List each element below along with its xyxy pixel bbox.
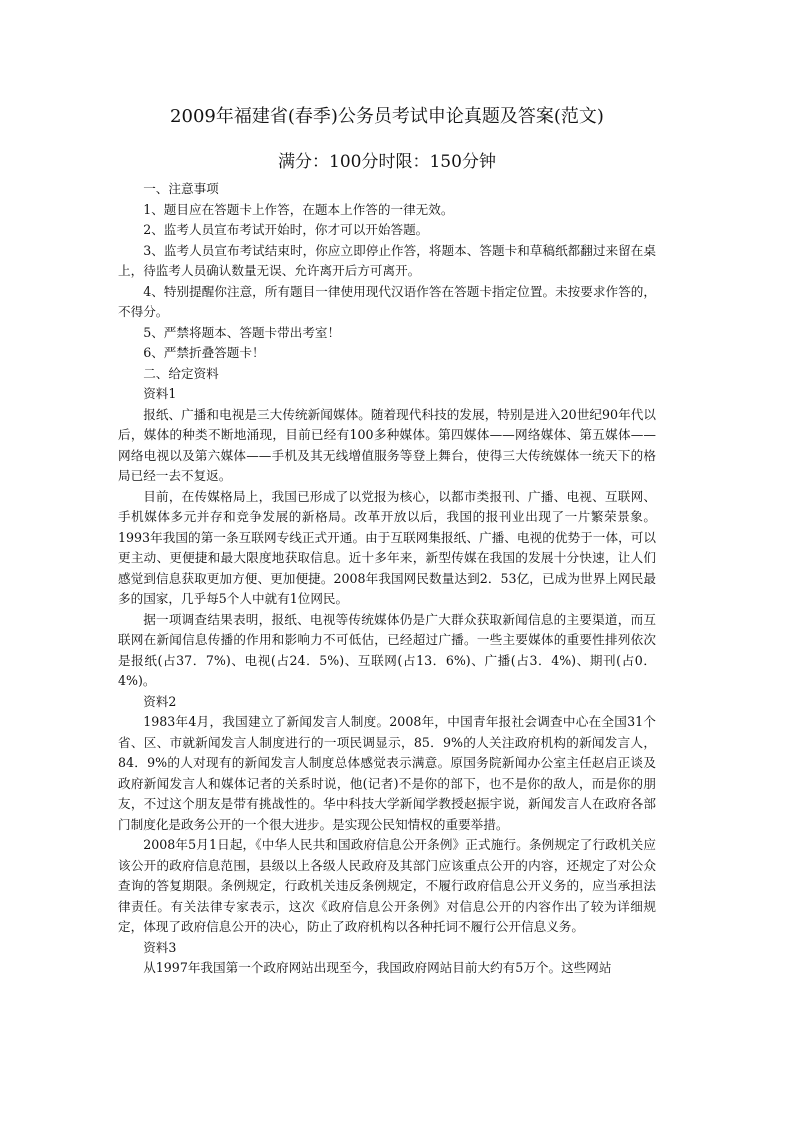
material-2-paragraph-1: 1983年4月，我国建立了新闻发言人制度。2008年，中国青年报社会调查中心在全国31个省、区、市就新闻发言人制度进行的一项民调显示，85．9%的人关注政府机构的新闻发言人，84．9%的人对现有的新闻发言人制度总体感觉表示满意。原国务院新闻办公室主任赵启正谈及政府新闻发言人和媒体记者的关系时说，他(记者)不是你的部下，也不是你的敌人，而是你的朋友，不过这个朋友是带有挑战性的。华中科技大学新闻学教授赵振宇说，新闻发言人在政府各部门制度化是政务公开的一个很大进步。是实现公民知情权的重要举措。 (118, 714, 656, 832)
note-item-3: 3、监考人员宣布考试结束时，你应立即停止作答，将题本、答题卡和草稿纸都翻过来留在桌上，待监考人员确认数量无误、允许离开后方可离开。 (118, 242, 656, 278)
document-subtitle: 满分：100分时限：150分钟 (278, 152, 496, 172)
note-item-2: 2、监考人员宣布考试开始时，你才可以开始答题。 (143, 222, 429, 237)
document-content (118, 104, 656, 979)
note-item-6: 6、严禁折叠答题卡！ (143, 345, 265, 360)
section-heading-materials: 二、给定资料 (143, 365, 219, 381)
material-1-paragraph-1: 报纸、广播和电视是三大传统新闻媒体。随着现代科技的发展，特别是进入20世纪90年代以后，媒体的种类不断地涌现，目前已经有100多种媒体。第四媒体——网络媒体、第五媒体——网络电视以及第六媒体——手机及其无线增值服务等登上舞台，使得三大传统媒体一统天下的格局已经一去不复返。 (118, 406, 656, 483)
note-item-5: 5、严禁将题本、答题卡带出考室！ (143, 324, 341, 340)
note-item-1: 1、题目应在答题卡上作答，在题本上作答的一律无效。 (143, 201, 454, 217)
material-3-paragraph-1: 从1997年我国第一个政府网站出现至今，我国政府网站目前大约有5万个。这些网站 (143, 960, 612, 975)
material-2-paragraph-2: 2008年5月1日起，《中华人民共和国政府信息公开条例》正式施行。条例规定了行政机关应该公开的政府信息范围，县级以上各级人民政府及其部门应该重点公开的内容，还规定了对公众查询的答复期限。条例规定，行政机关违反条例规定，不履行政府信息公开义务的，应当承担法律责任。有关法律专家表示，这次《政府信息公开条例》对信息公开的内容作出了较为详细规定，体现了政府信息公开的决心，防止了政府机构以各种托词不履行公开信息义务。 (118, 837, 656, 934)
material-2-label: 资料2 (143, 693, 177, 709)
section-heading-notes: 一、注意事项 (143, 181, 219, 196)
note-item-4: 4、特别提醒你注意，所有题目一律使用现代汉语作答在答题卡指定位置。未按要求作答的，不得分。 (118, 283, 656, 319)
material-1-paragraph-2: 目前，在传媒格局上，我国已形成了以党报为核心，以都市类报刊、广播、电视、互联网、手机媒体多元并存和竞争发展的新格局。改革开放以后，我国的报刊业出现了一片繁荣景象。1993年我国的第一条互联网专线正式开通。由于互联网集报纸、广播、电视的优势于一体，可以更主动、更便捷和最大限度地获取信息。近十多年来，新型传媒在我国的发展十分快速，让人们感觉到信息获取更加方便、更加便捷。2008年我国网民数量达到2．53亿，已成为世界上网民最多的国家，几乎每5个人中就有1位网民。 (118, 488, 656, 606)
document-title: 2009年福建省(春季)公务员考试申论真题及答案(范文) (170, 106, 604, 127)
material-1-label: 资料1 (143, 386, 177, 401)
material-1-paragraph-3: 据一项调查结果表明，报纸、电视等传统媒体仍是广大群众获取新闻信息的主要渠道，而互联网在新闻信息传播的作用和影响力不可低估，已经超过广播。一些主要媒体的重要性排列依次是报纸(占37．7%)、电视(占24．5%)、互联网(占13．6%)、广播(占3．4%)、期刊(占0．4%)。 (118, 611, 656, 688)
material-3-label: 资料3 (143, 939, 177, 955)
